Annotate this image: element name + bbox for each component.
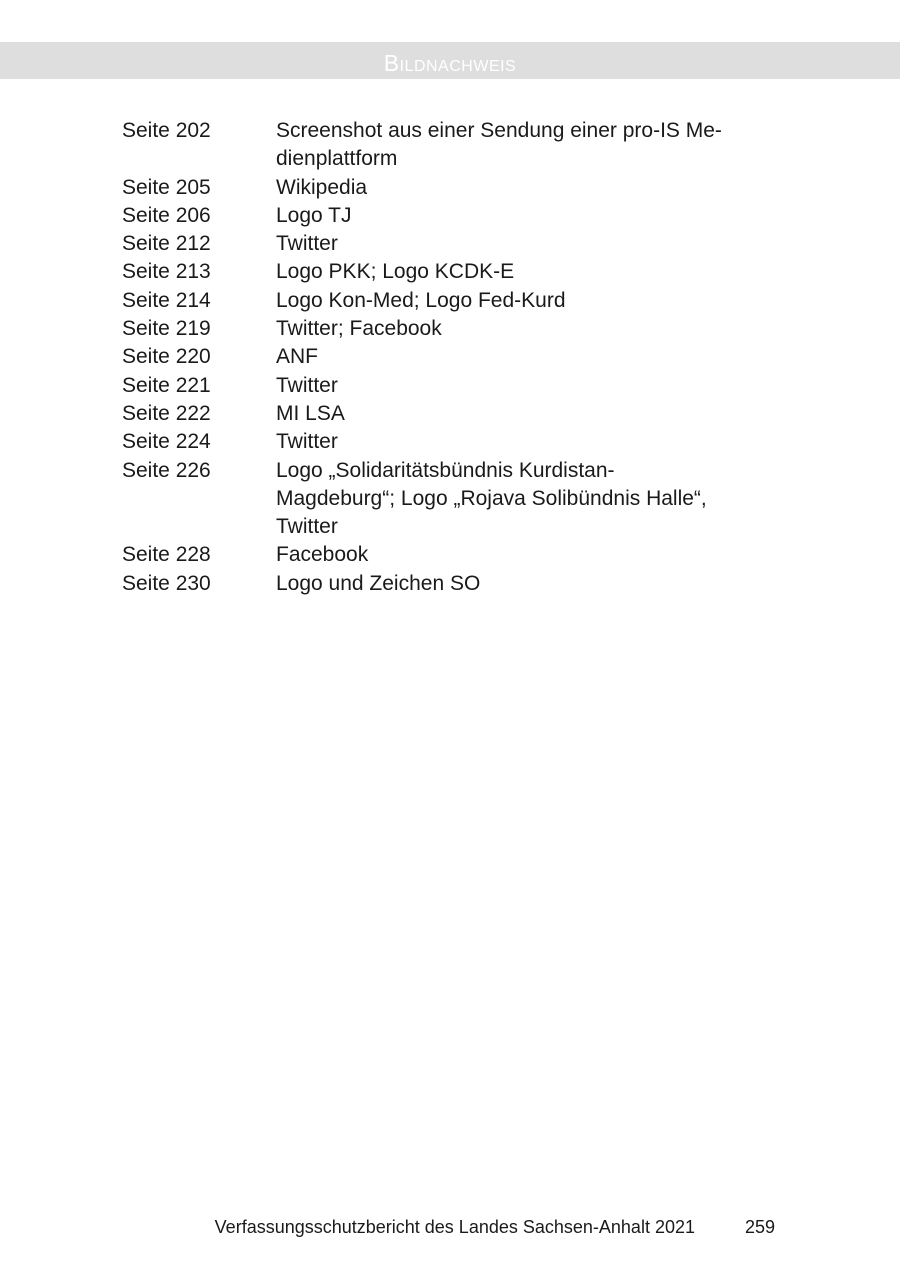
section-header-bar bbox=[0, 42, 900, 79]
credit-page: Seite 224 bbox=[122, 430, 211, 454]
credit-row bbox=[122, 428, 762, 456]
footer-publication-title: Verfassungsschutzbericht des Landes Sachsen-Anhalt 2021 bbox=[214, 1217, 695, 1237]
credit-source: Twitter bbox=[276, 232, 338, 256]
credit-row bbox=[122, 400, 762, 428]
credit-page: Seite 222 bbox=[122, 401, 211, 425]
credit-source: Logo „Solidaritätsbündnis Kurdistan- Magdeburg“; Logo „Rojava Solibündnis Halle“, Twitter bbox=[276, 458, 707, 539]
credit-row bbox=[122, 457, 762, 542]
credit-row bbox=[122, 372, 762, 400]
image-credits-list bbox=[122, 117, 762, 598]
credit-page: Seite 221 bbox=[122, 373, 211, 397]
credit-source: Logo und Zeichen SO bbox=[276, 571, 481, 595]
credit-page: Seite 205 bbox=[122, 175, 211, 199]
credit-row bbox=[122, 258, 762, 286]
credit-row bbox=[122, 230, 762, 258]
credit-source: MI LSA bbox=[276, 401, 345, 425]
credit-source: Logo Kon-Med; Logo Fed-Kurd bbox=[276, 288, 566, 312]
credit-source: Facebook bbox=[276, 543, 369, 567]
credit-row bbox=[122, 117, 762, 174]
credit-source: Twitter bbox=[276, 373, 338, 397]
credit-source: Twitter bbox=[276, 430, 338, 454]
credit-row bbox=[122, 315, 762, 343]
credit-source: Logo TJ bbox=[276, 203, 352, 227]
credit-source: Screenshot aus einer Sendung einer pro-IS Me- dienplattform bbox=[276, 119, 722, 171]
credit-row bbox=[122, 343, 762, 371]
credit-source: Wikipedia bbox=[276, 175, 368, 199]
page-footer bbox=[0, 1214, 900, 1240]
credit-page: Seite 219 bbox=[122, 317, 211, 341]
credit-row bbox=[122, 202, 762, 230]
credit-source: ANF bbox=[276, 345, 318, 369]
credit-page: Seite 213 bbox=[122, 260, 211, 284]
credit-row bbox=[122, 570, 762, 598]
credit-page: Seite 212 bbox=[122, 232, 211, 256]
credit-page: Seite 214 bbox=[122, 288, 211, 312]
credit-page: Seite 220 bbox=[122, 345, 211, 369]
credit-row bbox=[122, 287, 762, 315]
credit-page: Seite 202 bbox=[122, 119, 211, 142]
credit-row bbox=[122, 174, 762, 202]
credit-page: Seite 226 bbox=[122, 458, 211, 482]
page-number: 259 bbox=[745, 1217, 776, 1237]
credit-source: Twitter; Facebook bbox=[276, 317, 442, 341]
credit-row bbox=[122, 541, 762, 569]
credit-page: Seite 206 bbox=[122, 203, 211, 227]
credit-page: Seite 228 bbox=[122, 543, 211, 567]
section-title: Bildnachweis bbox=[383, 50, 517, 76]
credit-source: Logo PKK; Logo KCDK-E bbox=[276, 260, 515, 284]
credit-page: Seite 230 bbox=[122, 571, 211, 595]
